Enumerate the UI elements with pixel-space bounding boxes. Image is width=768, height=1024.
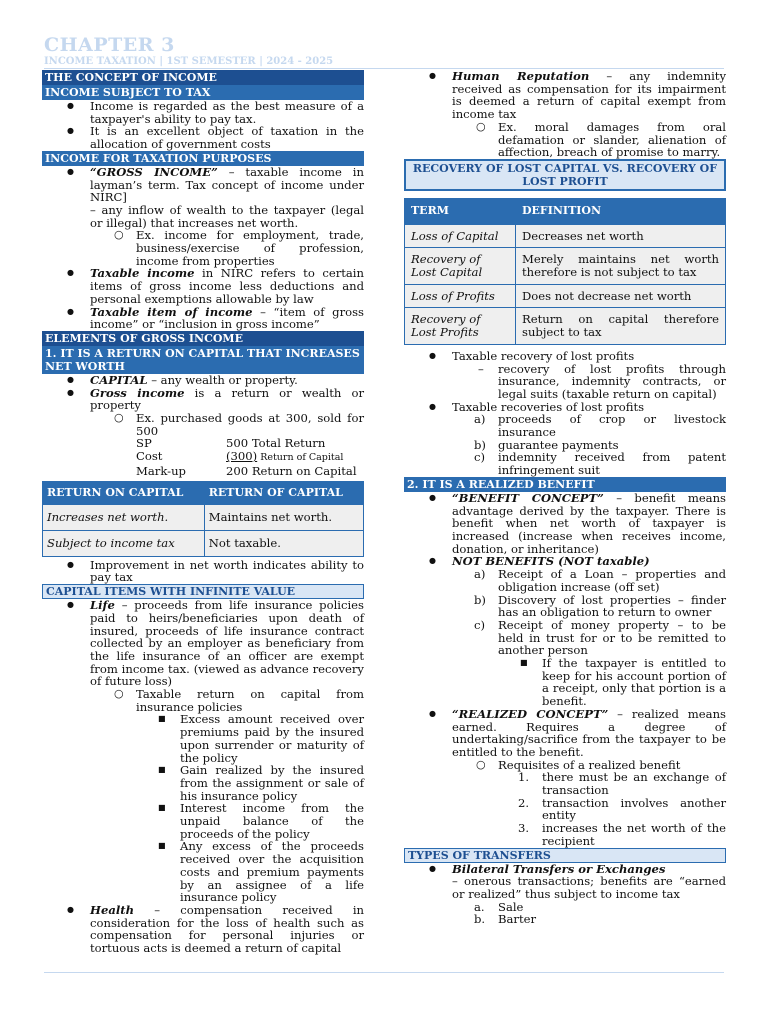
list-item: c) indemnity received from patent infringement suit: [474, 450, 726, 478]
table-row: Increases net worth. Maintains net worth.: [43, 505, 364, 531]
list-item: ○ Ex. income for employment, trade, business/exercise of profession, income from properties: [136, 229, 364, 267]
term: Taxable income: [90, 266, 195, 281]
section-heading: ELEMENTS OF GROSS INCOME: [42, 331, 364, 346]
left-column: [42, 70, 364, 955]
definition: – “item of gross income” or “inclusion in gross income”: [90, 304, 364, 332]
list-item: [452, 863, 726, 876]
footer-rule: [44, 972, 724, 973]
section-heading: 2. IT IS A REALIZED BENEFIT: [404, 477, 726, 492]
definition: – any wealth or property.: [147, 372, 298, 387]
section-heading: TYPES OF TRANSFERS: [404, 848, 726, 863]
definition: in NIRC refers to certain items of gross income less deductions and personal exemptions allowable by law: [90, 266, 364, 306]
term: “GROSS INCOME”: [90, 164, 218, 179]
table-header: RETURN ON CAPITAL: [43, 481, 205, 505]
calc-row: SP 500 Total Return: [136, 436, 326, 451]
definition: – taxable income in layman’s term. Tax concept of income under NIRC]: [90, 164, 364, 205]
list-item: ● Improvement in net worth indicates ability to pay tax: [90, 559, 364, 584]
term: Life: [90, 598, 115, 613]
table-row: Recovery of Lost Profits Return on capital therefore subject to tax: [405, 308, 726, 344]
list-item: – recovery of lost profits through insurance, indemnity contracts, or legal suits (taxable return on capital): [498, 363, 726, 401]
definition: – proceeds from life insurance policies paid to heirs/beneficiaries upon death of insured, proceeds of life insurance contract collected by an employer as beneficiary from the life insurance of an officer are exempt from income tax. (viewed as advance recovery of future loss): [90, 598, 364, 689]
list-item: ● It is an excellent object of taxation in the allocation of government costs: [90, 125, 364, 150]
term: Taxable item of income: [90, 304, 253, 319]
definition: is a return or wealth or property: [90, 385, 364, 413]
term-definition-table: [404, 198, 726, 345]
term: Human Reputation: [452, 69, 590, 83]
list-item: [452, 70, 726, 121]
list-item: ○ Requisites of a realized benefit: [498, 759, 726, 772]
list-item: a) proceeds of crop or livestock insurance: [474, 412, 726, 440]
chapter-title: CHAPTER 3: [44, 34, 175, 56]
table-header: RETURN OF CAPITAL: [204, 481, 363, 505]
list-item: a. Sale: [474, 899, 524, 914]
list-item: 2. transaction involves another entity: [518, 795, 726, 823]
list-item: [90, 166, 364, 204]
term: CAPITAL: [90, 372, 148, 387]
definition: – realized means earned. Requires a degree of undertaking/sacrifice from the taxpayer to be entitled to the benefit.: [452, 706, 726, 759]
list-item: ● Taxable recovery of lost profits: [452, 350, 726, 363]
term: Health: [90, 902, 135, 917]
section-heading: INCOME FOR TAXATION PURPOSES: [42, 151, 364, 166]
list-item: [90, 306, 364, 331]
list-item: ● Income is regarded as the best measure of a taxpayer's ability to pay tax.: [90, 100, 364, 125]
definition: – any indemnity received as compensation for its impairment is deemed a return of capital exempt from income tax: [452, 69, 726, 122]
list-item: ■ Any excess of the proceeds received over the acquisition costs and premium payments by an assignee of a life insurance policy: [180, 840, 364, 904]
term: Gross income: [90, 385, 185, 400]
right-column: [404, 70, 726, 926]
list-item: ■ Interest income from the unpaid balance of the proceeds of the policy: [180, 802, 364, 840]
section-heading: CAPITAL ITEMS WITH INFINITE VALUE: [42, 584, 364, 599]
term: “REALIZED CONCEPT”: [452, 706, 609, 721]
list-item-continued: – any inflow of wealth to the taxpayer (legal or illegal) that increases net worth.: [90, 202, 364, 230]
table-row: Loss of Profits Does not decrease net worth: [405, 284, 726, 308]
return-capital-table: [42, 481, 364, 557]
list-item: ● Taxable recoveries of lost profits: [452, 401, 726, 414]
list-item: b) guarantee payments: [474, 437, 619, 452]
list-item: ■ If the taxpayer is entitled to keep for his account portion of a receipt, only that portion is a benefit.: [542, 657, 726, 708]
list-item: ○ Ex. purchased goods at 300, sold for 500: [136, 412, 364, 437]
list-item: 1. there must be an exchange of transaction: [518, 770, 726, 798]
section-heading: 1. IT IS A RETURN ON CAPITAL THAT INCREASES NET WORTH: [42, 346, 364, 374]
term: NOT BENEFITS (NOT taxable): [452, 554, 650, 569]
term: Bilateral Transfers or Exchanges: [452, 861, 666, 876]
list-item: [452, 492, 726, 556]
list-item: [90, 904, 364, 955]
list-item: ■ Gain realized by the insured from the assignment or sale of his insurance policy: [180, 764, 364, 802]
chapter-subtitle: INCOME TAXATION | 1ST SEMESTER | 2024 - 2025: [44, 56, 334, 67]
definition: – benefit means advantage derived by the taxpayer. There is benefit when net worth of taxpayer is increased (increase when receives income, donation, or inheritance): [452, 490, 727, 556]
list-item: 3. increases the net worth of the recipient: [518, 821, 726, 848]
calc-row: Cost (300) Return of Capital: [136, 449, 344, 464]
definition: – compensation received in consideration for the loss of health such as compensation for personal injuries or tortuous acts is deemed a return of capital: [90, 902, 364, 956]
table-header: TERM: [405, 198, 516, 224]
list-item: b) Discovery of lost properties – finder has an obligation to return to owner: [474, 592, 726, 620]
list-item: ■ Excess amount received over premiums paid by the insured upon surrender or maturity of the policy: [180, 713, 364, 764]
list-item-continued: – onerous transactions; benefits are “earned or realized” thus subject to income tax: [452, 874, 726, 901]
list-item: [90, 387, 364, 412]
calc-row: Mark-up 200 Return on Capital: [136, 463, 357, 478]
list-item: [90, 599, 364, 688]
table-row: Subject to income tax Not taxable.: [43, 530, 364, 556]
list-item: c) Receipt of money property – to be held in trust for or to be remitted to another person: [474, 617, 726, 658]
list-item: [90, 267, 364, 305]
table-row: Loss of Capital Decreases net worth: [405, 224, 726, 248]
list-item: [452, 708, 726, 759]
term: “BENEFIT CONCEPT”: [452, 490, 604, 505]
table-row: Recovery of Lost Capital Merely maintains net worth therefore is not subject to tax: [405, 248, 726, 284]
section-heading: INCOME SUBJECT TO TAX: [42, 85, 364, 100]
list-item: ○ Ex. moral damages from oral defamation or slander, alienation of affection, breach of promise to marry.: [498, 121, 726, 159]
table-header: DEFINITION: [516, 198, 726, 224]
section-heading: THE CONCEPT OF INCOME: [42, 70, 364, 85]
list-item: a) Receipt of a Loan – properties and obligation increase (off set): [474, 567, 726, 594]
list-item: ○ Taxable return on capital from insurance policies: [136, 688, 364, 713]
section-heading: RECOVERY OF LOST CAPITAL VS. RECOVERY OF LOST PROFIT: [404, 159, 726, 191]
list-item: b. Barter: [474, 912, 537, 927]
